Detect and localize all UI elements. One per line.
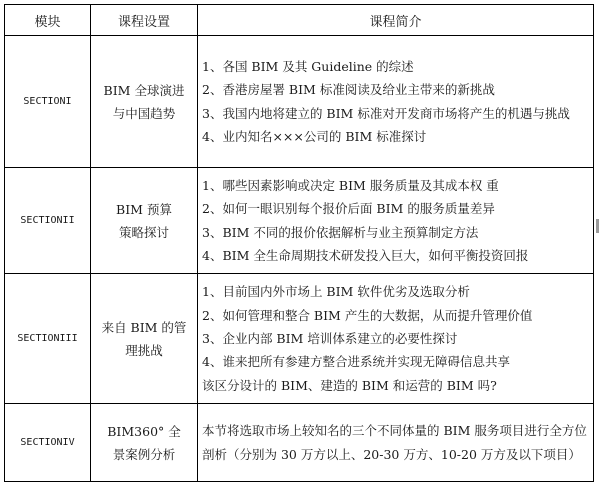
header-course: 课程设置 [91, 5, 198, 36]
course-line: BIM360° 全 [107, 423, 181, 439]
course-cell [91, 168, 198, 274]
course-cell [91, 274, 198, 404]
description-line: 2、如何一眼识别每个报价后面 BIM 的服务质量差异 [202, 201, 495, 217]
description-line: 该区分设计的 BIM、建造的 BIM 和运营的 BIM 吗? [202, 377, 497, 393]
module-cell: SECTIONII [5, 168, 91, 274]
course-cell [91, 36, 198, 168]
course-line: 理挑战 [125, 342, 163, 358]
course-line: BIM 预算 [116, 201, 172, 217]
description-line: 4、BIM 全生命周期技术研发投入巨大，如何平衡投资回报 [202, 247, 529, 263]
module-cell: SECTIONIII [5, 274, 91, 404]
description-line: 1、各国 BIM 及其 Guideline 的综述 [202, 58, 414, 74]
header-module: 模块 [5, 5, 91, 36]
description-cell [198, 274, 594, 404]
table-row [5, 168, 594, 274]
description-line: 3、企业内部 BIM 培训体系建立的必要性探讨 [202, 331, 458, 347]
course-line: 来自 BIM 的管 [101, 319, 187, 335]
description-cell [198, 36, 594, 168]
table-row [5, 404, 594, 482]
description-line: 3、我国内地将建立的 BIM 标准对开发商市场将产生的机遇与挑战 [202, 105, 570, 121]
description-line: 3、BIM 不同的报价依据解析与业主预算制定方法 [202, 224, 479, 240]
course-line: 景案例分析 [112, 446, 176, 462]
description-line: 4、谁来把所有参建方整合进系统并实现无障碍信息共享 [202, 354, 510, 370]
header-intro: 课程简介 [198, 5, 594, 36]
course-cell [91, 404, 198, 482]
description-cell [198, 404, 594, 482]
description-line: 2、如何管理和整合 BIM 产生的大数据，从而提升管理价值 [202, 307, 533, 323]
description-line: 本节将选取市场上较知名的三个不同体量的 BIM 服务项目进行全方位剖析（分别为 30 万方以上、20-30 万方、10-20 万方及以下项目） [202, 423, 587, 462]
description-cell [198, 168, 594, 274]
course-table [4, 4, 594, 482]
description-line: 1、目前国内外市场上 BIM 软件优劣及选取分析 [202, 284, 470, 300]
description-line: 4、业内知名×××公司的 BIM 标准探讨 [202, 128, 427, 144]
course-line: 与中国趋势 [112, 105, 176, 121]
table-row [5, 274, 594, 404]
module-cell: SECTIONI [5, 36, 91, 168]
course-line: BIM 全球演进 [103, 82, 185, 98]
module-cell: SECTIONIV [5, 404, 91, 482]
description-line: 2、香港房屋署 BIM 标准阅读及给业主带来的新挑战 [202, 82, 495, 98]
description-line: 1、哪些因素影响或决定 BIM 服务质量及其成本权 重 [202, 178, 499, 193]
course-line: 策略探讨 [118, 224, 169, 240]
table-row [5, 36, 594, 168]
scroll-marker [596, 219, 599, 233]
header-row [5, 5, 594, 36]
